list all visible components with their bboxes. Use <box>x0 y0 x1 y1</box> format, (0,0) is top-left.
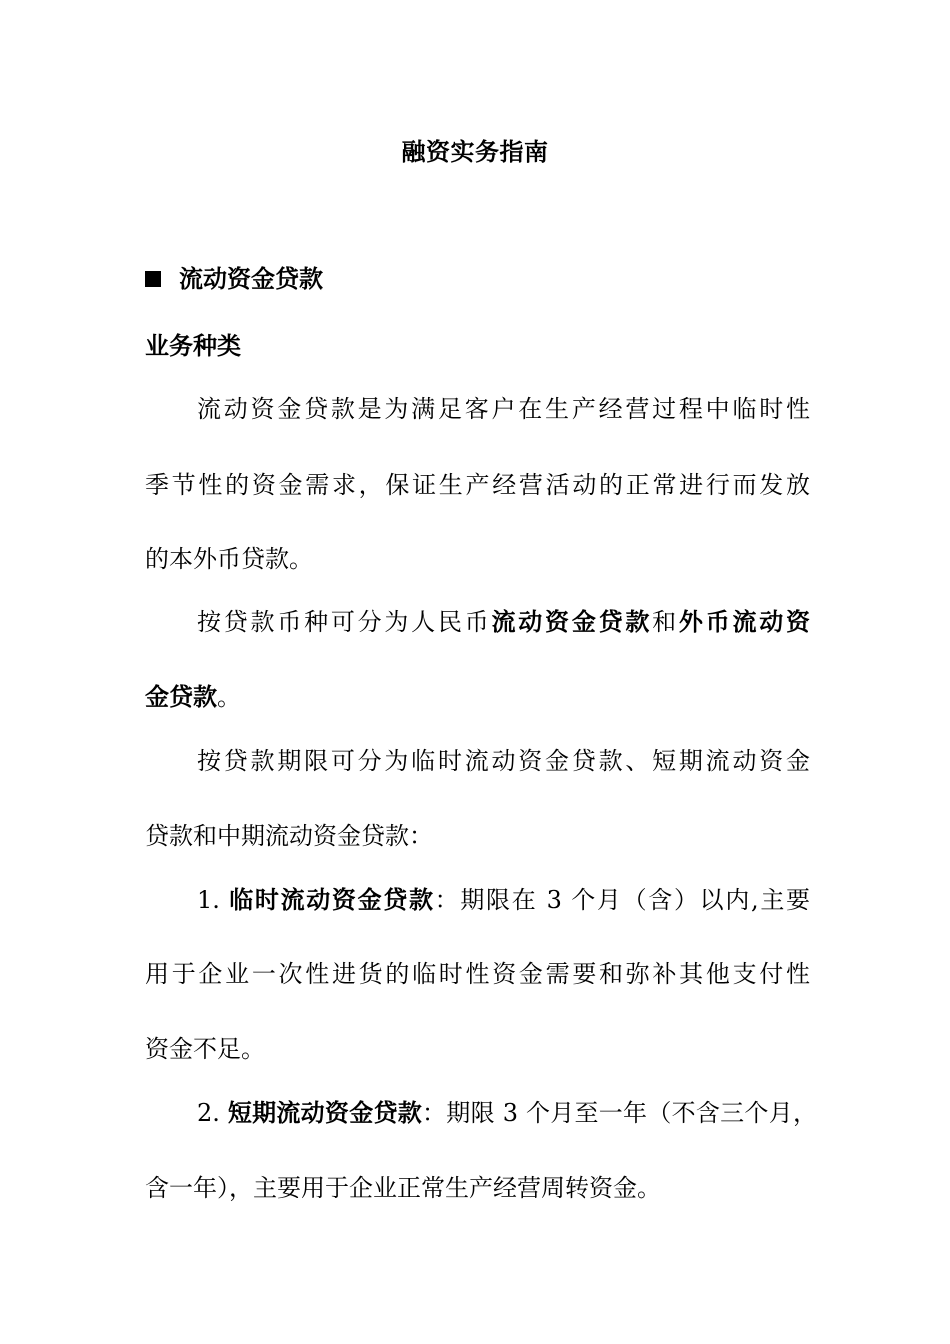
para2-line2 <box>145 681 810 713</box>
para2-line1 <box>197 606 810 638</box>
item2-line1-rest: ：期限 3 个月至一年（不含三个月， <box>422 1099 817 1127</box>
para1-line2: 季节性的资金需求，保证生产经营活动的正常进行而发放 <box>145 471 810 499</box>
para2-term1: 流动资金贷款 <box>491 608 653 636</box>
para2-end: 。 <box>217 683 241 711</box>
subheading-business-types: 业务种类 <box>145 332 241 360</box>
document-title: 融资实务指南 <box>401 138 549 166</box>
item1-line3: 资金不足。 <box>145 1035 265 1063</box>
item1-line1 <box>197 884 810 916</box>
item1-line2: 用于企业一次性进货的临时性资金需要和弥补其他支付性 <box>145 960 810 988</box>
para1-line1: 流动资金贷款是为满足客户在生产经营过程中临时性 <box>197 395 810 423</box>
item1-line1-rest: ：期限在 3 个月（含）以内,主要 <box>434 886 810 914</box>
item2-term: 短期流动资金贷款 <box>227 1099 423 1127</box>
para3-line2: 贷款和中期流动资金贷款： <box>145 822 433 850</box>
item2-line2: 含一年），主要用于企业正常生产经营周转资金。 <box>145 1174 661 1202</box>
para3-line1: 按贷款期限可分为临时流动资金贷款、短期流动资金 <box>197 747 810 775</box>
para2-join: 和 <box>652 608 679 636</box>
para2-term2-part2: 金贷款 <box>145 683 217 711</box>
section-heading-text: 流动资金贷款 <box>179 265 323 293</box>
square-bullet-icon <box>145 271 161 287</box>
item1-term: 临时流动资金贷款 <box>229 886 435 914</box>
item1-number: 1. <box>197 886 220 914</box>
item2-line1 <box>197 1097 817 1129</box>
para2-lead: 按贷款币种可分为人民币 <box>197 608 492 636</box>
para1-line3: 的本外币贷款。 <box>145 545 313 573</box>
item2-number: 2. <box>197 1099 220 1127</box>
para2-term2-part1: 外币流动资 <box>678 608 811 636</box>
section-heading <box>145 263 323 295</box>
